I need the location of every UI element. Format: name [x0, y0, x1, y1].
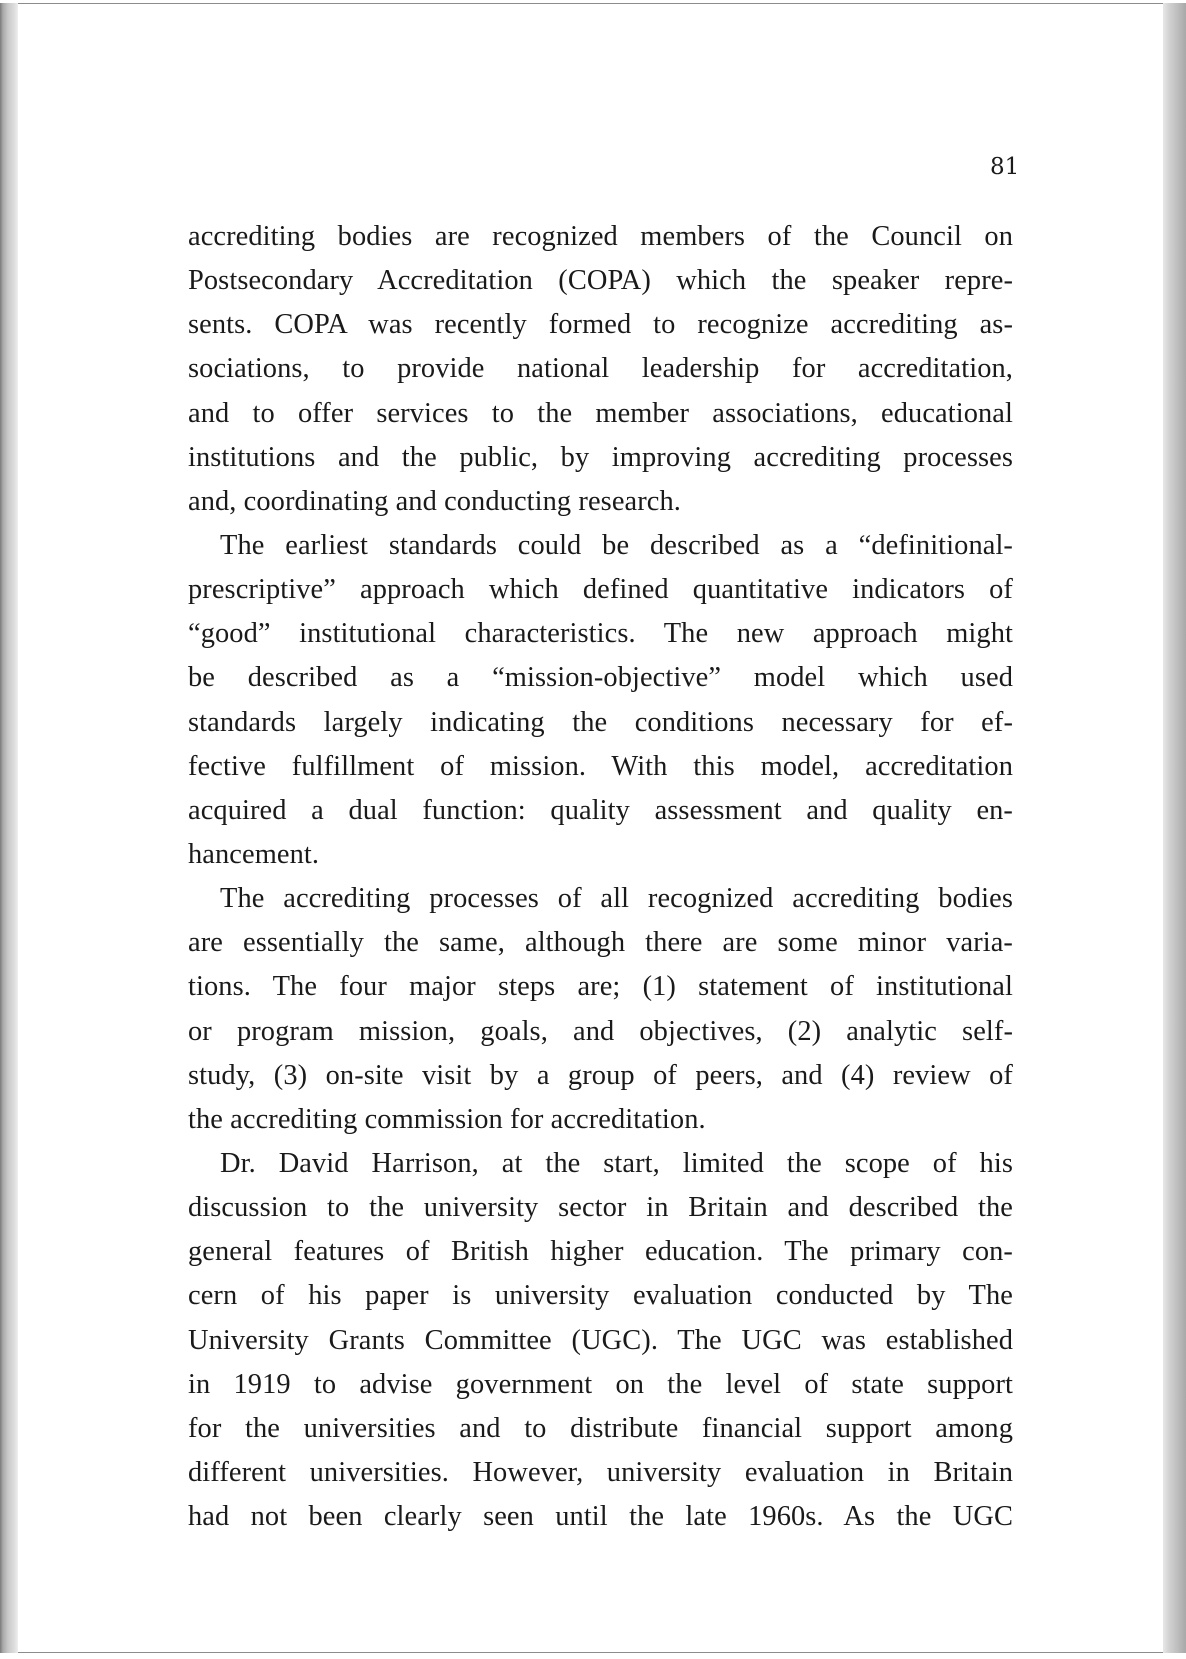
- text-line: tions. The four major steps are; (1) statement of institutional: [188, 971, 1013, 1003]
- text-line: University Grants Committee (UGC). The UGC was established: [188, 1324, 1013, 1356]
- text-line: had not been clearly seen until the late 1960s. As the UGC: [188, 1501, 1013, 1533]
- text-line: discussion to the university sector in Britain and described the: [188, 1192, 1013, 1224]
- page-right-edge: [1163, 3, 1186, 1653]
- text-line: and to offer services to the member associations, educational: [188, 397, 1013, 429]
- text-line: the accrediting commission for accreditation.: [188, 1103, 706, 1135]
- text-line: and, coordinating and conducting research.: [188, 485, 681, 517]
- text-line: acquired a dual function: quality assessment and quality en-: [188, 794, 1013, 826]
- text-line: standards largely indicating the conditions necessary for ef-: [188, 706, 1013, 738]
- text-line: general features of British higher education. The primary con-: [188, 1236, 1013, 1268]
- text-line: are essentially the same, although there are some minor varia-: [188, 927, 1013, 959]
- text-line: be described as a “mission-objective” model which used: [188, 662, 1013, 694]
- text-line: in 1919 to advise government on the level of state support: [188, 1368, 1013, 1400]
- text-line: Dr. David Harrison, at the start, limited the scope of his: [220, 1147, 1013, 1179]
- page-number: 81: [990, 154, 1020, 180]
- text-line: fective fulfillment of mission. With this model, accreditation: [188, 750, 1013, 782]
- text-line: or program mission, goals, and objectives, (2) analytic self-: [188, 1015, 1013, 1047]
- text-line: “good” institutional characteristics. The new approach might: [188, 618, 1013, 650]
- page-left-edge: [0, 3, 18, 1653]
- text-line: sents. COPA was recently formed to recognize accrediting as-: [188, 309, 1013, 341]
- text-line: sociations, to provide national leadership for accreditation,: [188, 353, 1013, 385]
- text-line: different universities. However, university evaluation in Britain: [188, 1456, 1013, 1488]
- text-line: Postsecondary Accreditation (COPA) which the speaker repre-: [188, 265, 1013, 297]
- text-line: study, (3) on-site visit by a group of peers, and (4) review of: [188, 1059, 1013, 1091]
- body-text: [188, 215, 1013, 1539]
- text-line: accrediting bodies are recognized members of the Council on: [188, 221, 1013, 252]
- text-line: institutions and the public, by improving accrediting processes: [188, 441, 1013, 473]
- text-line: The earliest standards could be described as a “definitional-: [220, 529, 1013, 561]
- text-line: The accrediting processes of all recognized accrediting bodies: [220, 883, 1013, 915]
- text-line: prescriptive” approach which defined quantitative indicators of: [188, 574, 1013, 606]
- text-line: cern of his paper is university evaluation conducted by The: [188, 1280, 1013, 1312]
- text-line: for the universities and to distribute financial support among: [188, 1412, 1013, 1444]
- text-line: hancement.: [188, 838, 320, 870]
